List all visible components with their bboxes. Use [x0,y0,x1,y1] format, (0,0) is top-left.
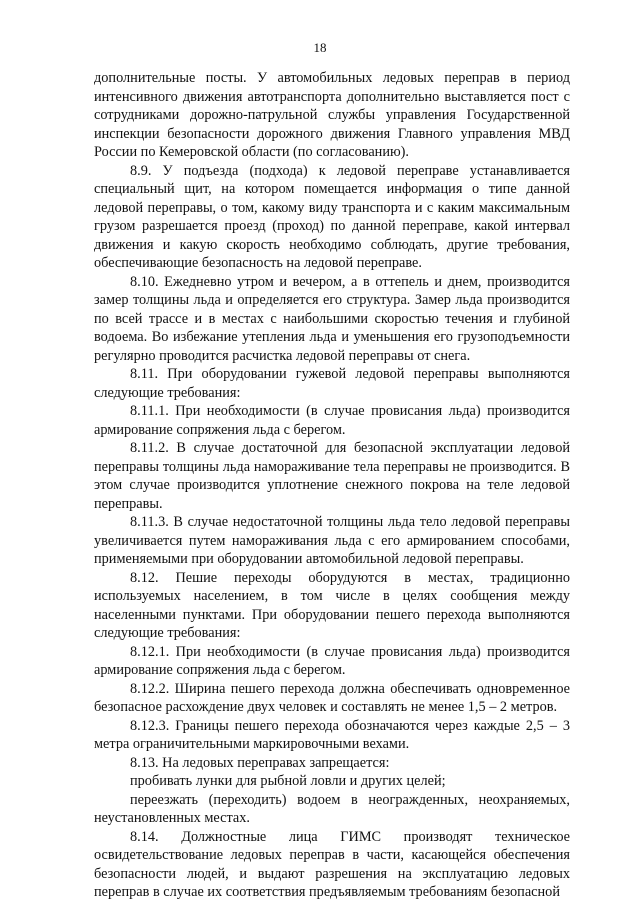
paragraph-8-12-2: 8.12.2. Ширина пешего перехода должна обеспечивать одновременное безопасное расхождение двух человек и составлять не менее 1,5 – 2 метров. [94,680,570,715]
list-item-prohibition-1: пробивать лунки для рыбной ловли и других целей; [130,773,446,789]
page-number: 18 [313,40,327,55]
paragraph-8-11-2: 8.11.2. В случае достаточной для безопасной эксплуатации ледовой переправы толщины льда намораживание тела переправы не производится. В этом случае производится уплотнение снежного покрова на теле ледовой переправы. [94,440,570,512]
paragraph-8-9: 8.9. У подъезда (подхода) к ледовой переправе устанавливается специальный щит, на котором помещается информация о типе данной ледовой переправы, о том, какому виду транспорта и с каким максимальным грузом разрешается проезд (проход) по данной переправе, какой интервал движения и какую скорость необходимо соблюдать, другие требования, обеспечивающие безопасность на ледовой переправе. [94,162,570,271]
paragraph-8-12-1: 8.12.1. При необходимости (в случае провисания льда) производится армирование сопряжения льда с берегом. [94,643,570,678]
document-body [94,69,570,902]
paragraph-8-11-1: 8.11.1. При необходимости (в случае провисания льда) производится армирование сопряжения льда с берегом. [94,403,570,438]
paragraph-continuation: дополнительные посты. У автомобильных ледовых переправ в период интенсивного движения автотранспорта дополнительно выставляется пост с сотрудниками дорожно-патрульной службы управления Государственной инспекции безопасности дорожного движения Главного управления МВД России по Кемеровской области (по согласованию). [94,70,570,160]
paragraph-8-12: 8.12. Пешие переходы оборудуются в местах, традиционно используемых населением, в том числе в целях сообщения между населенными пунктами. При оборудовании пешего перехода выполняются следующие требования: [94,569,570,641]
paragraph-8-11-3: 8.11.3. В случае недостаточной толщины льда тело ледовой переправы увеличивается путем намораживания льда с его армированием способами, применяемыми при оборудовании автомобильной ледовой переправы. [94,514,570,567]
paragraph-8-12-3: 8.12.3. Границы пешего перехода обозначаются через каждые 2,5 – 3 метра ограничительными маркировочными вехами. [94,717,570,752]
paragraph-8-11: 8.11. При оборудовании гужевой ледовой переправы выполняются следующие требования: [94,366,570,401]
paragraph-8-14: 8.14. Должностные лица ГИМС производят техническое освидетельствование ледовых переправ в части, касающейся обеспечения безопасности людей, и выдают разрешения на эксплуатацию ледовых переправ в случае их соответствия предъявляемым требованиям безопасной [94,828,570,900]
list-item-prohibition-2: переезжать (переходить) водоем в неогражденных, неохраняемых, неустановленных местах. [94,791,570,826]
paragraph-8-10: 8.10. Ежедневно утром и вечером, а в оттепель и днем, производится замер толщины льда и определяется его структура. Замер льда производится по всей трассе и в местах с наибольшими скоростью течения и глубиной водоема. Во избежание утепления льда и уменьшения его грузоподъемности регулярно проводится расчистка ледовой переправы от снега. [94,273,570,364]
paragraph-8-13: 8.13. На ледовых переправах запрещается: [130,754,390,771]
